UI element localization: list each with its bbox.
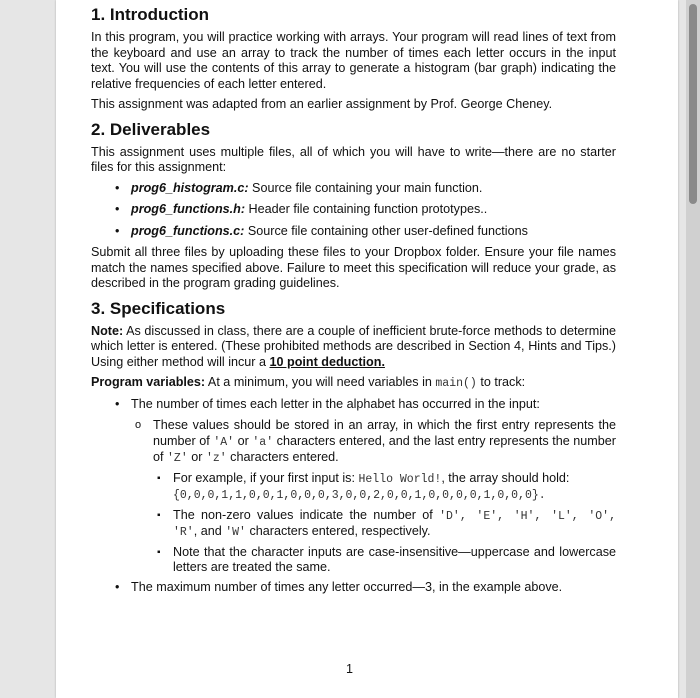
deliverables-heading: 2. Deliverables [91,119,211,139]
text: These values should be stored in an array, in which the first entry represents the number of [153,418,616,448]
section-deliverables [91,119,616,292]
list-item [91,202,616,218]
code: 'Z' [167,452,188,465]
text: characters entered, and the last entry represents the number of [153,433,617,464]
text: or [187,450,206,464]
code: 'A' [213,435,235,449]
text: characters entered. [226,450,339,464]
vars-label: Program variables: [91,375,206,389]
code: 'D', 'E', 'H', 'L', 'O', 'R' [173,509,616,539]
note-penalty: 10 point deduction. [269,354,385,369]
text: or [234,433,253,448]
list-item [91,471,616,504]
list-item: ▪ Note that the character inputs are case-insensitive—uppercase and lowercase letters are treated the same. [91,545,616,576]
deliverables-file-list [91,181,616,240]
specs-variables [91,375,616,392]
list-item: • The number of times each letter in the alphabet has occurred in the input: [91,397,616,413]
text: , the array should hold: [441,470,570,485]
text: The non-zero values indicate the number of [173,507,440,522]
file-name: prog6_histogram.c: [131,180,249,195]
note-text: As discussed in class, there are a couple of inefficient brute-force methods to determine which letter is entered. (These prohibited methods are described in Section 4, Hints and Tips.) Using either method will incur a [91,323,616,369]
list-item [91,508,616,541]
scrollbar-thumb[interactable] [689,4,697,204]
text: characters entered, respectively. [245,524,431,538]
note-label: Note: [91,323,124,338]
code: 'a' [252,435,274,449]
document-page [56,0,678,698]
file-desc: Source file containing your main function. [248,180,483,195]
code: 'W' [225,526,246,539]
code: Hello World! [358,472,442,486]
specs-heading: 3. Specifications [91,298,226,318]
text: For example, if your first input is: [173,470,359,485]
list-item: • The maximum number of times any letter occurred—3, in the example above. [91,580,616,596]
vars-text: At a minimum, you will need variables in [205,375,436,389]
file-desc: Source file containing other user-defined functions [244,223,528,238]
intro-paragraph-1: In this program, you will practice working with arrays. Your program will read lines of text from the keyboard and use an array to track the number of times each letter occurs in the input text. You will use the contents of this array to generate a histogram (bar graph) indicating the relative frequencies of each letter entered. [91,30,616,91]
file-desc: Header file containing function prototypes.. [245,202,488,216]
deliverables-paragraph-2: Submit all three files by uploading these files to your Dropbox folder. Ensure your file names match the names specified above. Failure to meet this specification will reduce your grade, as described in the program grading guidelines. [91,245,616,290]
vars-code: main() [435,377,477,390]
section-specifications [91,298,616,596]
deliverables-paragraph-1: This assignment uses multiple files, all of which you will have to write—there are no starter files for this assignment: [91,144,616,174]
vars-tail: to track: [476,375,526,389]
code: 'z' [205,452,227,465]
specs-list [91,397,616,596]
list-item [91,181,616,197]
text: , and [193,524,226,538]
section-introduction [91,4,616,113]
example-array: {0,0,0,1,1,0,0,1,0,0,0,3,0,0,2,0,0,1,0,0,0,0,1,0,0,0}. [173,489,546,502]
document-content [91,4,616,601]
list-item [91,224,616,240]
specs-note [91,324,616,371]
file-name: prog6_functions.c: [131,223,245,238]
file-name: prog6_functions.h: [131,202,246,216]
vertical-scrollbar[interactable] [686,0,700,698]
list-item [91,418,616,467]
intro-heading: 1. Introduction [91,5,210,24]
page-number: 1 [346,662,354,676]
intro-paragraph-2: This assignment was adapted from an earlier assignment by Prof. George Cheney. [91,97,553,111]
